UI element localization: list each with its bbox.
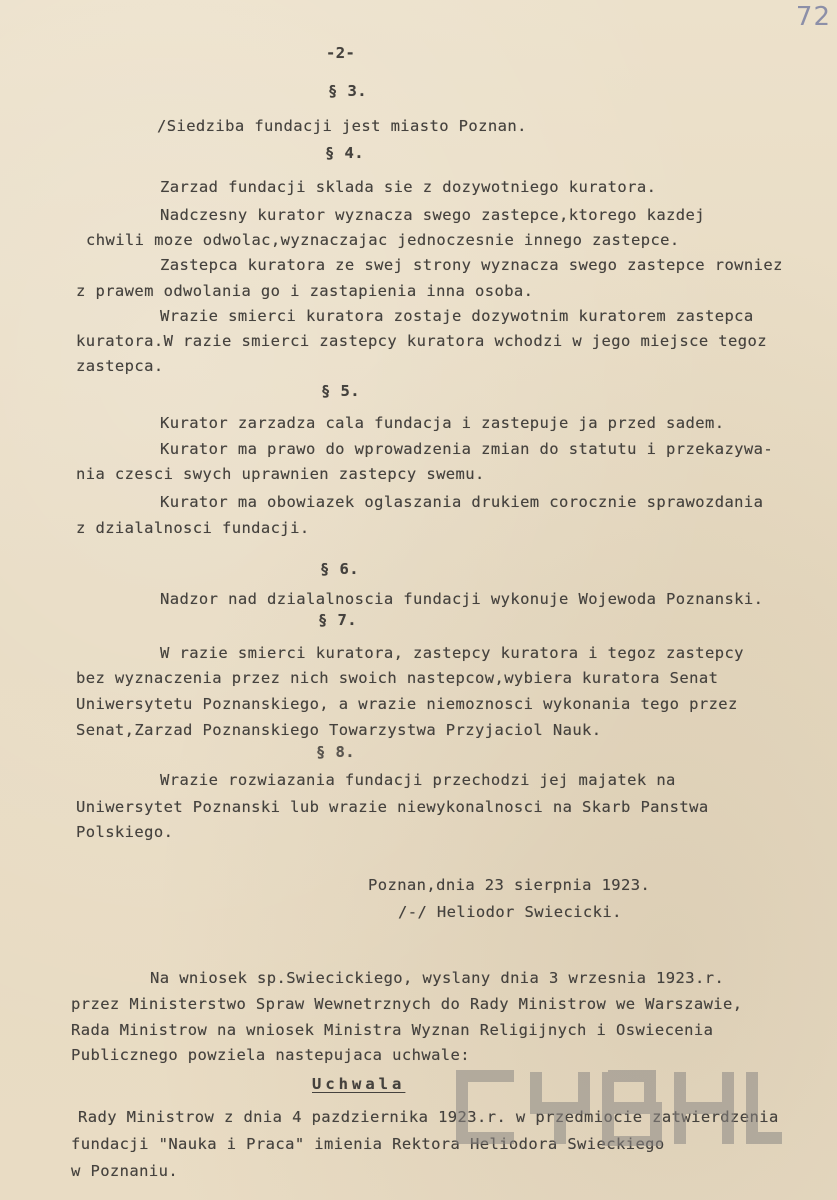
text-line: Polskiego. <box>76 823 174 841</box>
text-line: Zastepca kuratora ze swej strony wyznacza swego zastepce rowniez <box>160 256 783 274</box>
text-line: /Siedziba fundacji jest miasto Poznan. <box>157 117 527 135</box>
text-line: Rady Ministrow z dnia 4 pazdziernika 1923.r. w przedmiocie zatwierdzenia <box>78 1108 779 1126</box>
paragraph-mark-8: § 8. <box>316 743 355 761</box>
text-line: W razie smierci kuratora, zastepcy kuratora i tegoz zastepcy <box>160 644 744 662</box>
text-line: Zarzad fundacji sklada sie z dozywotniego kuratora. <box>160 178 657 196</box>
place-date-line: Poznan,dnia 23 sierpnia 1923. <box>368 876 651 894</box>
text-line: Wrazie rozwiazania fundacji przechodzi jej majatek na <box>160 771 676 789</box>
text-line: przez Ministerstwo Spraw Wewnetrznych do Rady Ministrow we Warszawie, <box>71 995 743 1013</box>
page-header: -2- <box>326 44 356 62</box>
text-line: Uniwersytet Poznanski lub wrazie niewykonalnosci na Skarb Panstwa <box>76 798 709 816</box>
text-line: Nadczesny kurator wyznacza swego zastepce,ktorego kazdej <box>160 206 705 224</box>
text-line: Nadzor nad dzialalnoscia fundacji wykonuje Wojewoda Poznanski. <box>160 590 764 608</box>
text-line: Kurator zarzadza cala fundacja i zastepuje ja przed sadem. <box>160 414 725 432</box>
text-line: nia czesci swych uprawnien zastepcy swemu. <box>76 465 485 483</box>
text-line: Kurator ma prawo do wprowadzenia zmian do statutu i przekazywa- <box>160 440 774 458</box>
paragraph-mark-4: § 4. <box>325 144 364 162</box>
paragraph-mark-6: § 6. <box>320 560 359 578</box>
text-line: w Poznaniu. <box>71 1162 179 1180</box>
text-line: z dzialalnosci fundacji. <box>76 519 310 537</box>
paragraph-mark-7: § 7. <box>318 611 357 629</box>
text-line: chwili moze odwolac,wyznaczajac jednoczesnie innego zastepce. <box>86 231 680 249</box>
resolution-heading: Uchwala <box>312 1075 406 1093</box>
watermark-logo <box>452 1068 782 1146</box>
text-line: fundacji "Nauka i Praca" imienia Rektora Heliodora Swieckiego <box>71 1135 665 1153</box>
page-number-mark: 72 <box>795 2 831 32</box>
text-line: kuratora.W razie smierci zastepcy kuratora wchodzi w jego miejsce tegoz <box>76 332 767 350</box>
text-line: Rada Ministrow na wniosek Ministra Wyznan Religijnych i Oswiecenia <box>71 1021 714 1039</box>
text-line: Publicznego powziela nastepujaca uchwale: <box>71 1046 471 1064</box>
text-line: Senat,Zarzad Poznanskiego Towarzystwa Przyjaciol Nauk. <box>76 721 602 739</box>
text-line: zastepca. <box>76 357 164 375</box>
signature-line: /-/ Heliodor Swiecicki. <box>398 903 622 921</box>
text-line: Wrazie smierci kuratora zostaje dozywotnim kuratorem zastepca <box>160 307 754 325</box>
text-line: Kurator ma obowiazek oglaszania drukiem corocznie sprawozdania <box>160 493 764 511</box>
text-line: bez wyznaczenia przez nich swoich nastepcow,wybiera kuratora Senat <box>76 669 719 687</box>
paragraph-mark-3: § 3. <box>328 82 367 100</box>
text-line: z prawem odwolania go i zastapienia inna osoba. <box>76 282 534 300</box>
paragraph-mark-5: § 5. <box>321 382 360 400</box>
text-line: Uniwersytetu Poznanskiego, a wrazie niemoznosci wykonania tego przez <box>76 695 738 713</box>
text-line: Na wniosek sp.Swiecickiego, wyslany dnia 3 wrzesnia 1923.r. <box>150 969 725 987</box>
